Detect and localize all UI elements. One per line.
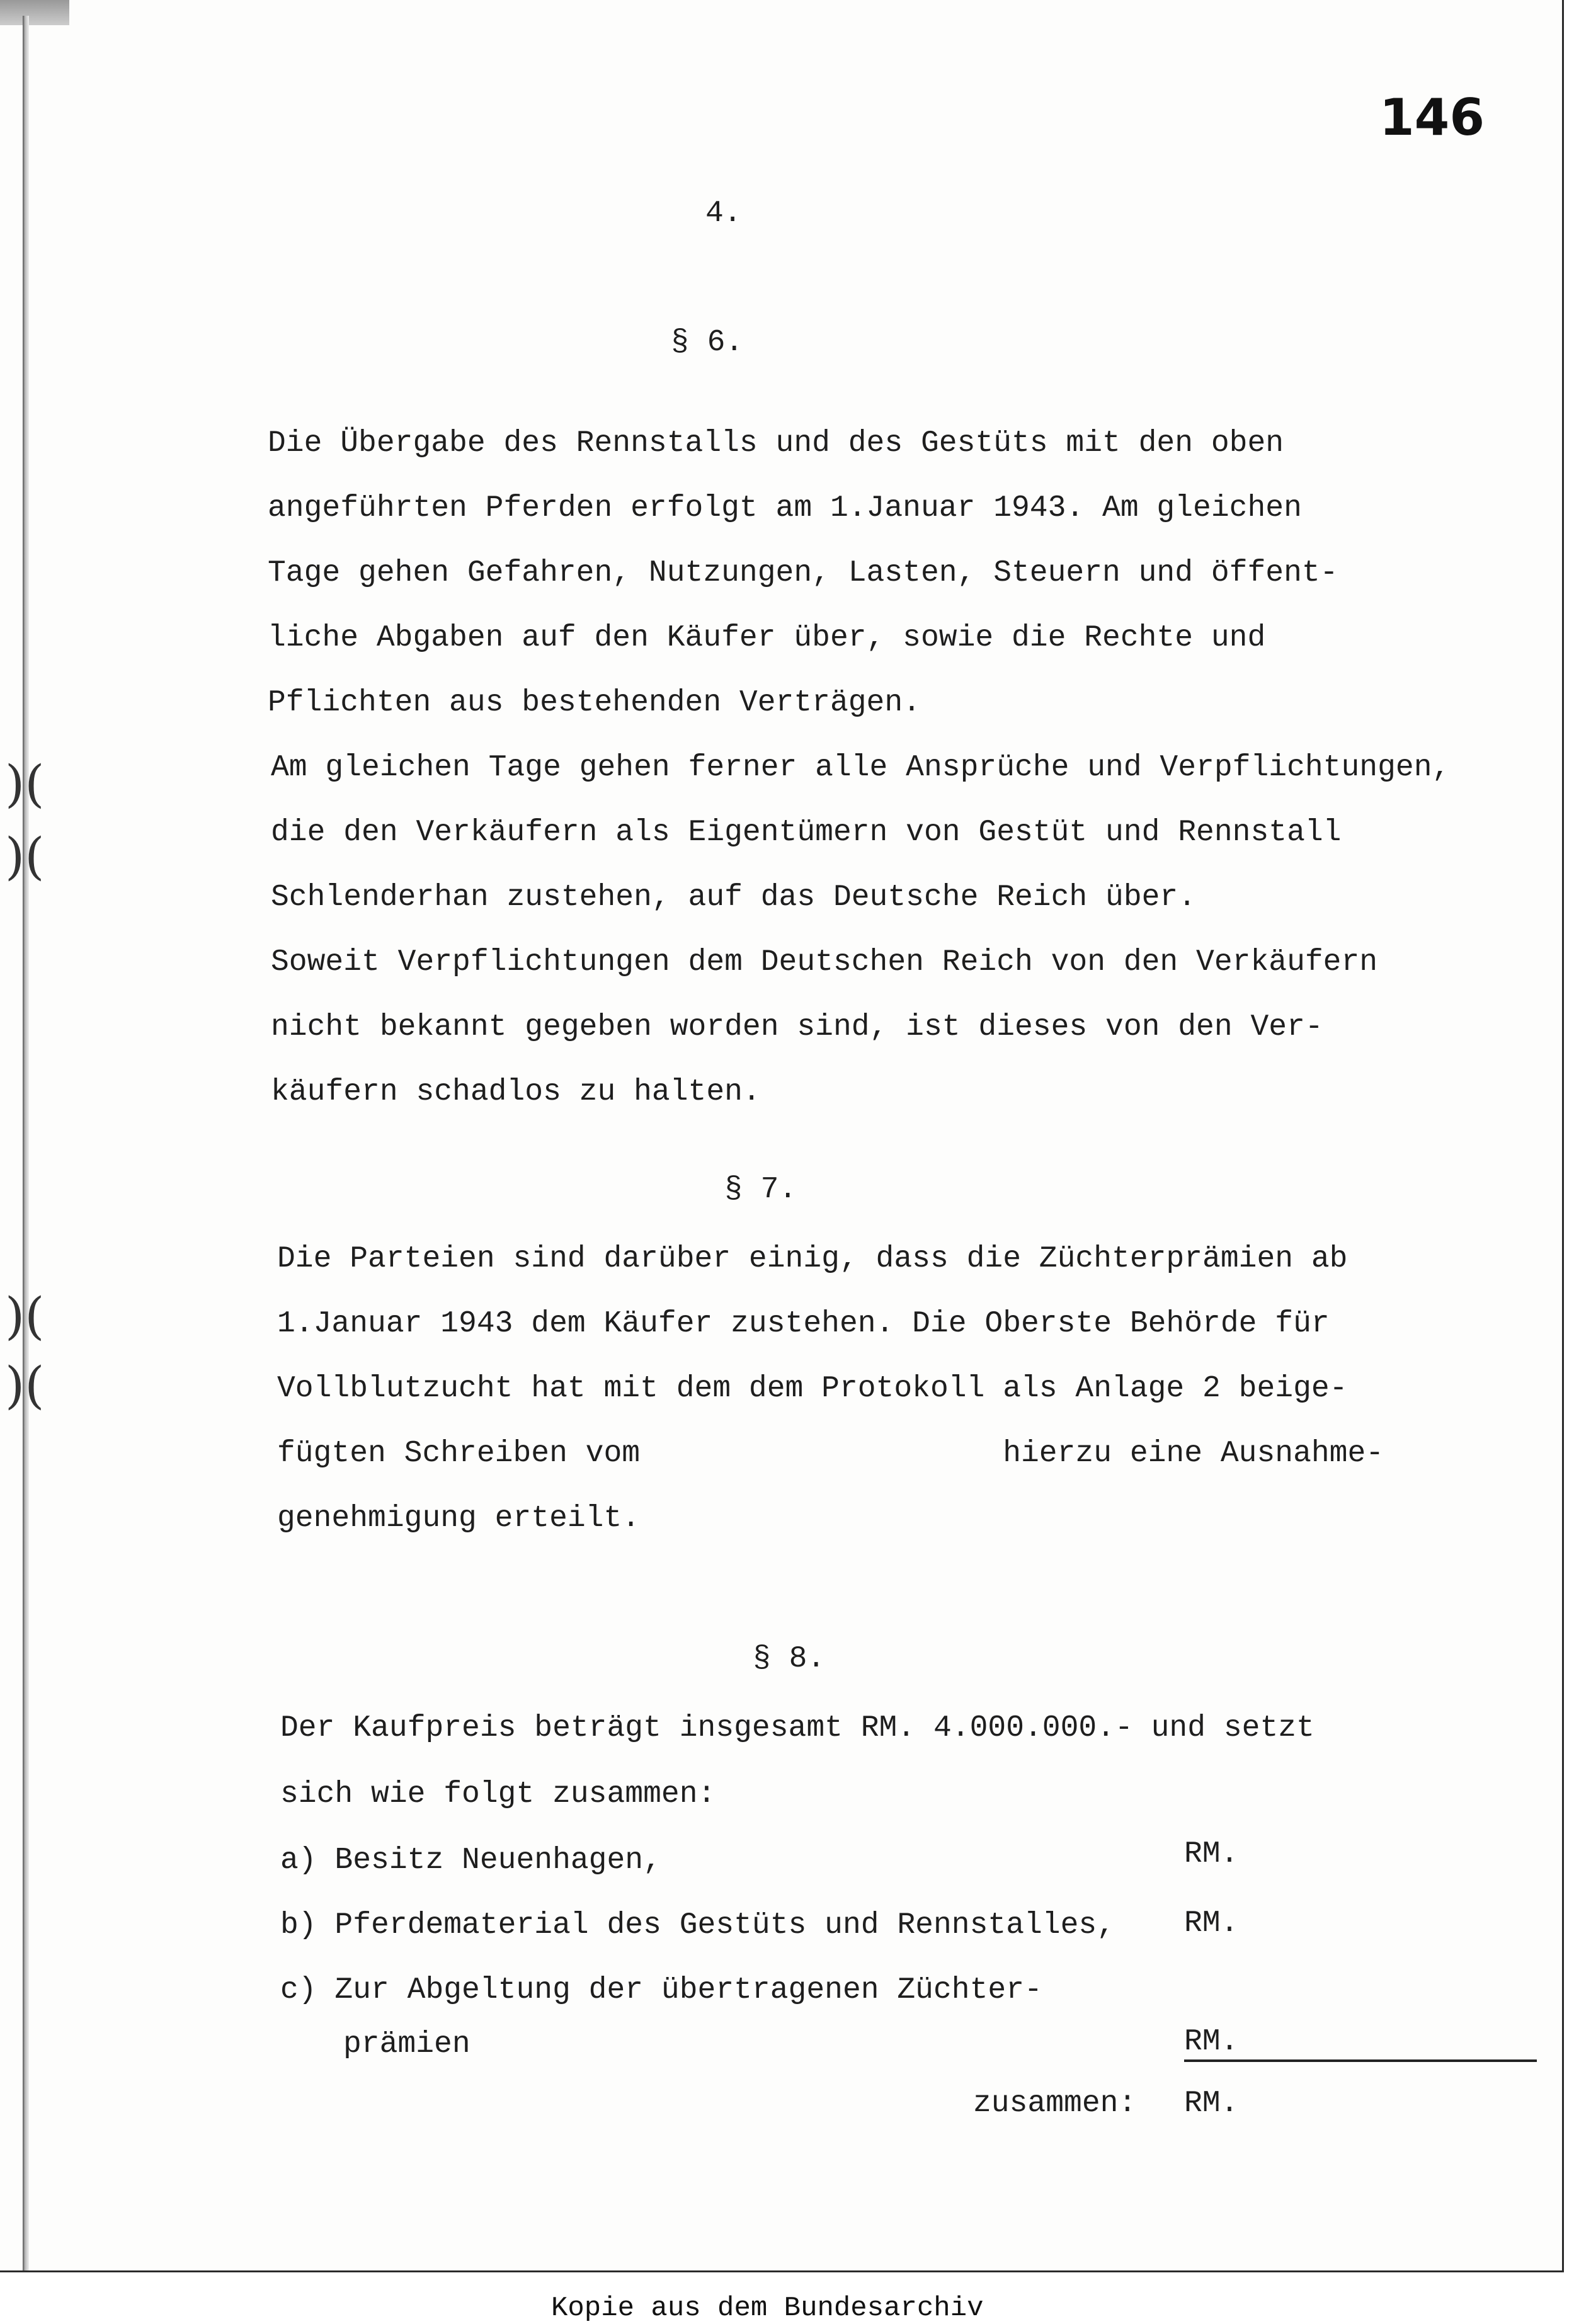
section-6-line: Pflichten aus bestehenden Verträgen. xyxy=(268,686,921,720)
section-7-line: fügten Schreiben vom hierzu eine Ausnahme- xyxy=(277,1437,1384,1471)
section-6-line: Schlenderhan zustehen, auf das Deutsche Reich über. xyxy=(271,880,1197,914)
punch-hole-mark: )( xyxy=(5,1287,45,1345)
folio-number: 146 xyxy=(1379,88,1485,147)
section-6-line: Soweit Verpflichtungen dem Deutschen Reich von den Verkäufern xyxy=(271,945,1378,979)
section-6-line: Am gleichen Tage gehen ferner alle Ansprüche und Verpflichtungen, xyxy=(271,751,1451,785)
section-6-line: nicht bekannt gegeben worden sind, ist dieses von den Ver- xyxy=(271,1010,1323,1044)
section-6-line: Die Übergabe des Rennstalls und des Gestüts mit den oben xyxy=(268,426,1284,460)
section-6-line: Tage gehen Gefahren, Nutzungen, Lasten, Steuern und öffent- xyxy=(268,556,1338,590)
section-7-line: genehmigung erteilt. xyxy=(277,1501,641,1535)
sum-underline xyxy=(1184,2059,1537,2062)
punch-hole-mark: )( xyxy=(5,755,45,813)
section-6-line: käufern schadlos zu halten. xyxy=(271,1075,761,1109)
page-number: 4. xyxy=(705,197,742,231)
section-7-line: 1.Januar 1943 dem Käufer zustehen. Die Oberste Behörde für xyxy=(277,1307,1330,1341)
punch-hole-mark: )( xyxy=(5,1356,45,1415)
item-c-label-continued: prämien xyxy=(343,2027,470,2061)
section-7-line: Vollblutzucht hat mit dem dem Protokoll als Anlage 2 beige- xyxy=(277,1372,1348,1406)
total-currency: RM. xyxy=(1184,2087,1239,2121)
item-c-currency: RM. xyxy=(1184,2025,1239,2059)
page-corner-shadow xyxy=(0,0,69,25)
total-label: zusammen: xyxy=(973,2087,1137,2121)
section-heading-6: § 6. xyxy=(671,326,744,360)
item-c-label: c) Zur Abgeltung der übertragenen Züchter- xyxy=(280,1973,1042,2007)
item-a-label: a) Besitz Neuenhagen, xyxy=(280,1843,661,1877)
section-heading-8: § 8. xyxy=(753,1642,826,1676)
item-a-currency: RM. xyxy=(1184,1837,1239,1871)
section-6-line: liche Abgaben auf den Käufer über, sowie die Rechte und xyxy=(268,621,1266,655)
section-7-line: Die Parteien sind darüber einig, dass die Züchterprämien ab xyxy=(277,1242,1348,1276)
item-b-label: b) Pferdematerial des Gestüts und Rennstalles, xyxy=(280,1908,1115,1942)
section-heading-7: § 7. xyxy=(724,1173,797,1207)
item-b-currency: RM. xyxy=(1184,1906,1239,1940)
section-6-line: die den Verkäufern als Eigentümern von Gestüt und Rennstall xyxy=(271,816,1342,850)
section-6-line: angeführten Pferden erfolgt am 1.Januar 1943. Am gleichen xyxy=(268,491,1302,525)
section-8-line: sich wie folgt zusammen: xyxy=(280,1777,716,1811)
binding-edge xyxy=(23,16,29,2270)
punch-hole-mark: )( xyxy=(5,827,45,886)
archive-footer: Kopie aus dem Bundesarchiv xyxy=(551,2293,984,2324)
section-8-line: Der Kaufpreis beträgt insgesamt RM. 4.000.000.- und setzt xyxy=(280,1711,1314,1745)
